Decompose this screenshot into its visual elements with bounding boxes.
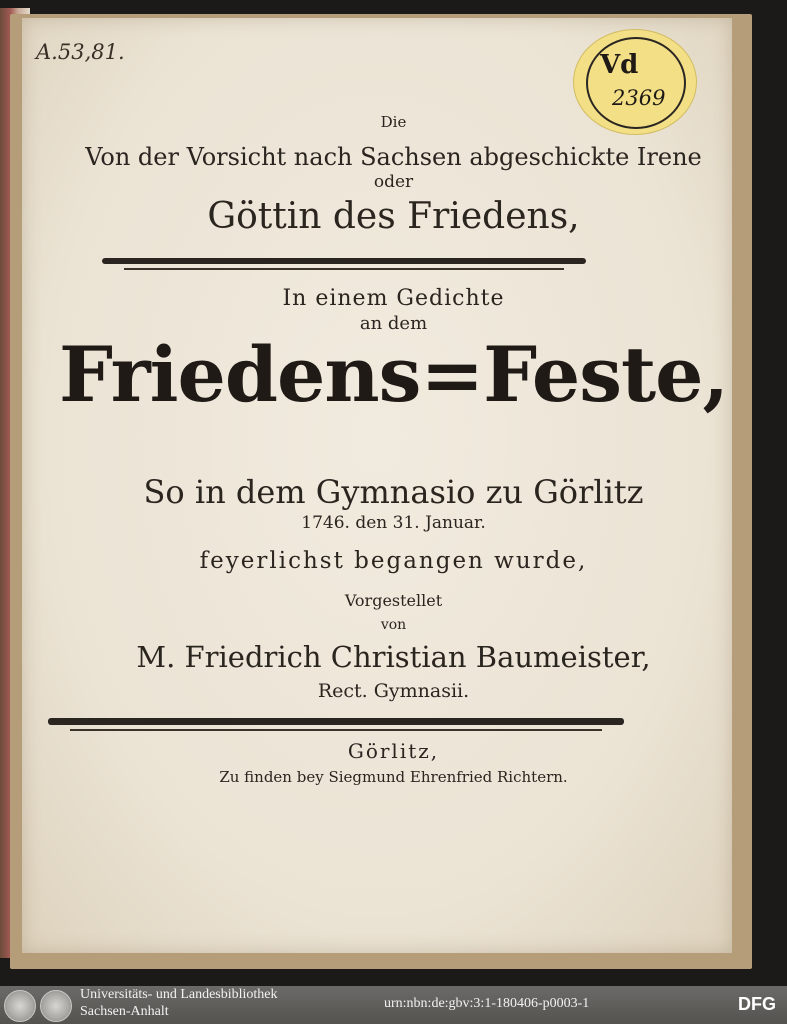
- divider-lower-thin: [70, 729, 602, 731]
- library-name-line2: Sachsen-Anhalt: [80, 1004, 169, 1019]
- imprint-place: Görlitz,: [347, 739, 440, 763]
- title-line-vorgestellet: Vorgestellet: [344, 591, 443, 610]
- stamp-number: 2369: [612, 86, 666, 110]
- author-name: M. Friedrich Christian Baumeister,: [136, 640, 651, 674]
- title-line-an-dem: an dem: [359, 313, 428, 334]
- title-line-date: 1746. den 31. Januar.: [301, 513, 486, 533]
- title-line-oder: oder: [373, 172, 414, 192]
- divider-upper-thin: [124, 268, 564, 270]
- title-line-begangen: feyerlichst begangen wurde,: [199, 548, 588, 574]
- title-line-subtitle: Von der Vorsicht nach Sachsen abgeschickte Irene: [85, 143, 702, 171]
- imprint-publisher: Zu finden bey Siegmund Ehrenfried Richtern.: [219, 768, 568, 786]
- library-seal-icon-2: [40, 990, 72, 1022]
- urn-identifier[interactable]: urn:nbn:de:gbv:3:1-180406-p0003-1: [384, 996, 590, 1011]
- title-line-die: Die: [380, 113, 407, 131]
- stamp-code: Vd: [600, 50, 639, 80]
- title-line-von: von: [380, 617, 407, 633]
- library-name-line1: Universitäts- und Landesbibliothek: [80, 987, 278, 1002]
- title-line-gedichte: In einem Gedichte: [282, 286, 505, 311]
- divider-upper-thick: [102, 258, 586, 264]
- author-title: Rect. Gymnasii.: [317, 680, 470, 702]
- title-line-friedens-feste: Friedens=Feste,: [59, 330, 728, 419]
- title-line-gymnasio: So in dem Gymnasio zu Görlitz: [143, 473, 644, 511]
- divider-lower-thick: [48, 718, 624, 725]
- handwritten-shelfmark: A.53,81.: [36, 40, 125, 64]
- dfg-logo: DFG: [738, 994, 776, 1014]
- title-line-goettin: Göttin des Friedens,: [207, 196, 580, 237]
- library-seal-icon: [4, 990, 36, 1022]
